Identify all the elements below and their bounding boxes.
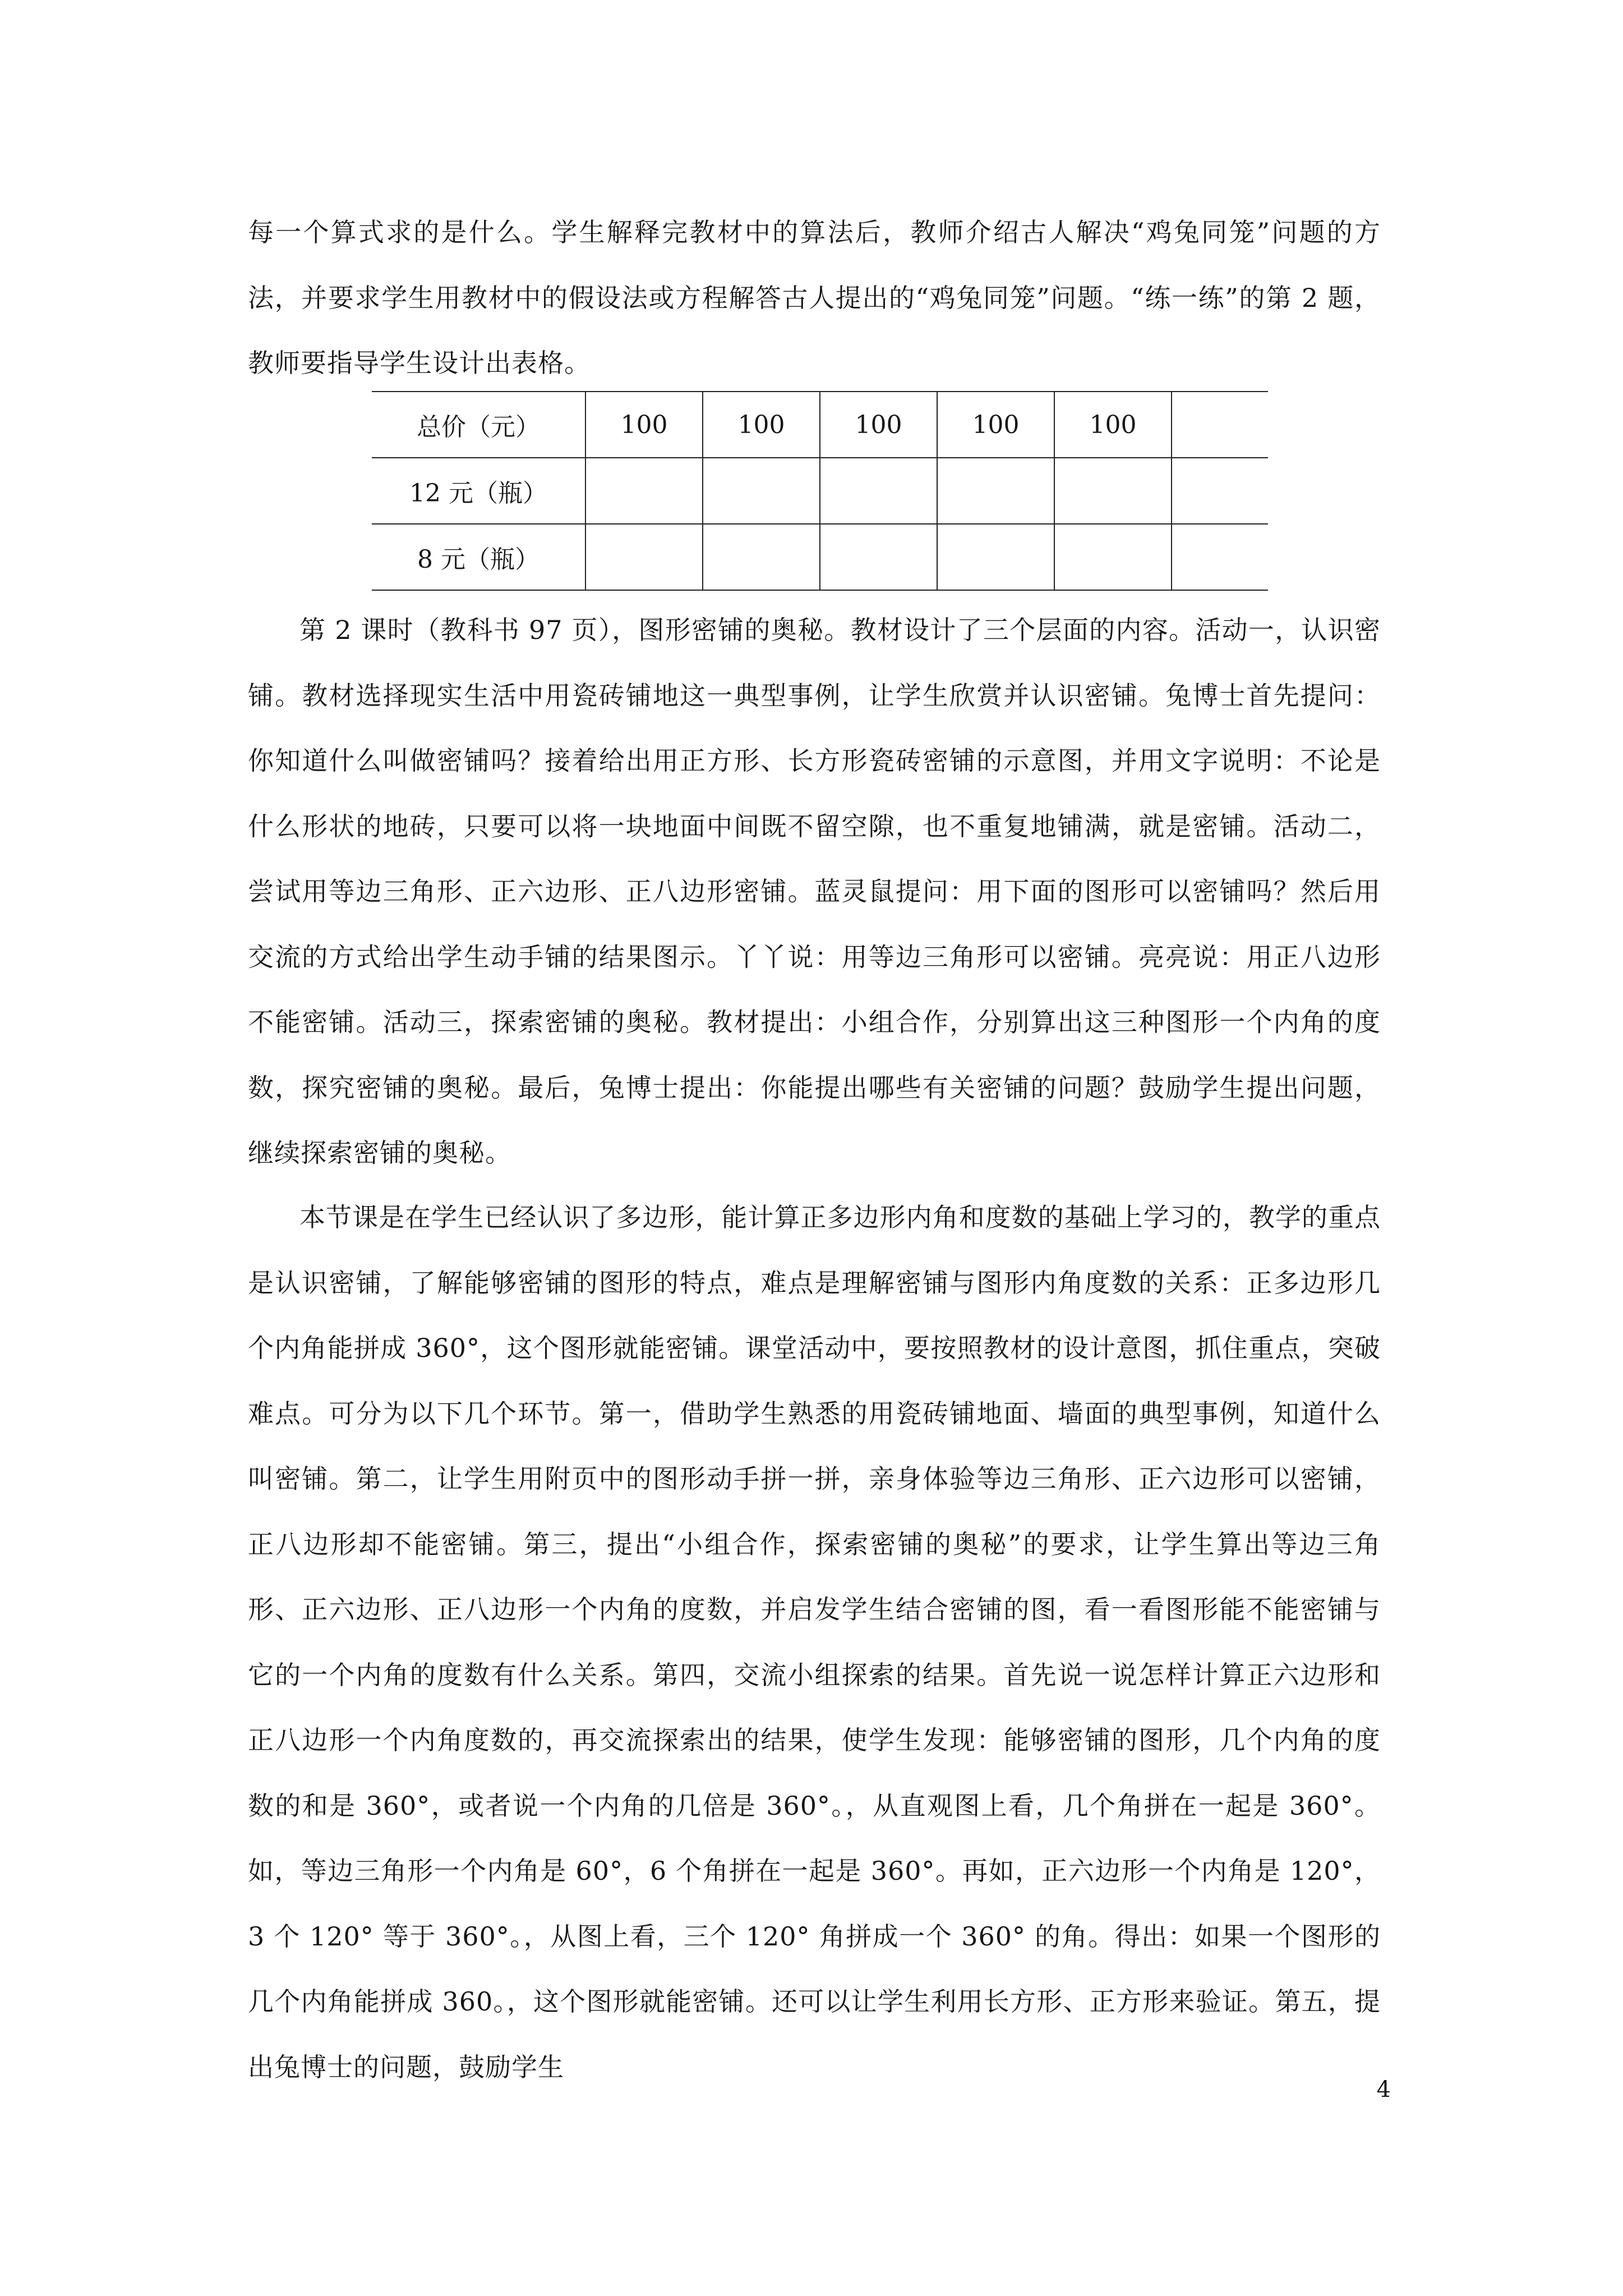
table-cell: [703, 524, 820, 590]
table-cell: [937, 458, 1054, 524]
paragraph-2: 第 2 课时（教科书 97 页），图形密铺的奥秘。教材设计了三个层面的内容。活动一，认识密铺。教材选择现实生活中用瓷砖铺地这一典型事例，让学生欣赏并认识密铺。兔博士首先提问：你知道什么叫做密铺吗？接着给出用正方形、长方形瓷砖密铺的示意图，并用文字说明：不论是什么形状的地砖，只要可以将一块地面中间既不留空隙，也不重复地铺满，就是密铺。活动二，尝试用等边三角形、正六边形、正八边形密铺。蓝灵鼠提问：用下面的图形可以密铺吗？然后用交流的方式给出学生动手铺的结果图示。丫丫说：用等边三角形可以密铺。亮亮说：用正八边形不能密铺。活动三，探索密铺的奥秘。教材提出：小组合作，分别算出这三种图形一个内角的度数，探究密铺的奥秘。最后，兔博士提出：你能提出哪些有关密铺的问题？鼓励学生提出问题，继续探索密铺的奥秘。: [248, 615, 1381, 1168]
paragraph-1: 每一个算式求的是什么。学生解释完教材中的算法后，教师介绍古人解决“鸡兔同笼”问题的方法，并要求学生用教材中的假设法或方程解答古人提出的“鸡兔同笼”问题。“练一练”的第 2 题，教师要指导学生设计出表格。: [248, 217, 1381, 378]
table-cell: 100: [1054, 392, 1172, 458]
table-cell: [820, 458, 937, 524]
table-cell: [585, 524, 703, 590]
table-cell: [1054, 458, 1172, 524]
table-cell: 100: [585, 392, 703, 458]
table-cell: [820, 524, 937, 590]
table-cell: [703, 458, 820, 524]
price-table: [372, 391, 1268, 591]
table-cell: 总价（元）: [372, 392, 585, 458]
table-cell: 12 元（瓶）: [372, 458, 585, 524]
table-cell: [937, 524, 1054, 590]
table-cell: 100: [820, 392, 937, 458]
table-cell: 8 元（瓶）: [372, 524, 585, 590]
table-cell: [1172, 524, 1268, 590]
page-number: 4: [1376, 2077, 1391, 2102]
table-cell: [585, 458, 703, 524]
table-cell: 100: [703, 392, 820, 458]
table-cell: [1172, 458, 1268, 524]
table-row-total-price: [372, 392, 1268, 458]
table-cell: 100: [937, 392, 1054, 458]
table-cell: [1172, 392, 1268, 458]
paragraph-3: 本节课是在学生已经认识了多边形，能计算正多边形内角和度数的基础上学习的，教学的重点是认识密铺，了解能够密铺的图形的特点，难点是理解密铺与图形内角度数的关系：正多边形几个内角能拼成 360°，这个图形就能密铺。课堂活动中，要按照教材的设计意图，抓住重点，突破难点。可分为以下几个环节。第一，借助学生熟悉的用瓷砖铺地面、墙面的典型事例，知道什么叫密铺。第二，让学生用附页中的图形动手拼一拼，亲身体验等边三角形、正六边形可以密铺，正八边形却不能密铺。第三，提出“小组合作，探索密铺的奥秘”的要求，让学生算出等边三角形、正六边形、正八边形一个内角的度数，并启发学生结合密铺的图，看一看图形能不能密铺与它的一个内角的度数有什么关系。第四，交流小组探索的结果。首先说一说怎样计算正六边形和正八边形一个内角度数的，再交流探索出的结果，使学生发现：能够密铺的图形，几个内角的度数的和是 360°，或者说一个内角的几倍是 360°。，从直观图上看，几个角拼在一起是 360°。如，等边三角形一个内角是 60°，6 个角拼在一起是 360°。再如，正六边形一个内角是 120°，3 个 120° 等于 360°。，从图上看，三个 120° 角拼成一个 360° 的角。得出：如果一个图形的几个内角能拼成 360。，这个图形就能密铺。还可以让学生利用长方形、正方形来验证。第五，提出兔博士的问题，鼓励学生: [248, 1202, 1381, 2082]
table-row-8-yuan: [372, 524, 1268, 590]
table-cell: [1054, 524, 1172, 590]
table-row-12-yuan: [372, 458, 1268, 524]
